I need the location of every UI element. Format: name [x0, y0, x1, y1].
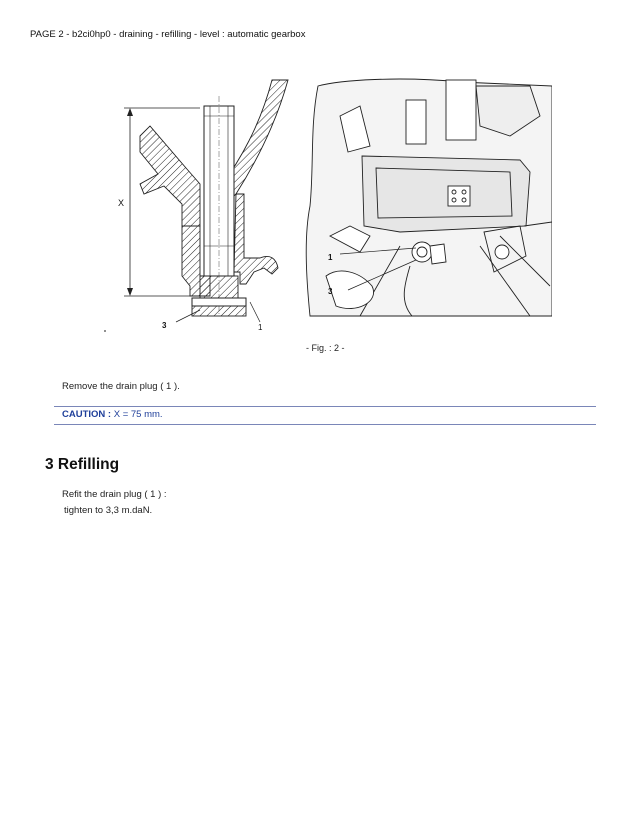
label-1-left: 1: [258, 323, 263, 332]
caution-box: [62, 409, 163, 420]
refilling-step-2: tighten to 3,3 m.daN.: [64, 505, 153, 516]
section-title-refilling: 3 Refilling: [45, 456, 120, 473]
drain-plug-illustration: [100, 76, 552, 338]
refilling-step-1: Refit the drain plug ( 1 ) :: [62, 489, 167, 500]
figure-caption: - Fig. : 2 -: [306, 343, 345, 353]
caution-rule-bottom: [54, 424, 596, 425]
label-3-left: 3: [162, 321, 167, 330]
page-header: PAGE 2 - b2ci0hp0 - draining - refilling - level : automatic gearbox: [30, 29, 306, 40]
label-1-right: 1: [328, 253, 333, 262]
caution-text: X = 75 mm.: [113, 409, 163, 420]
figure-2: [100, 76, 552, 338]
cross-section-drawing: [104, 80, 288, 331]
label-3-right: 3: [328, 287, 333, 296]
gearbox-drawing: [306, 79, 552, 316]
draining-instruction: Remove the drain plug ( 1 ).: [62, 381, 180, 392]
caution-rule-top: [54, 406, 596, 407]
caution-label: CAUTION :: [62, 409, 112, 420]
label-x: X: [118, 198, 125, 208]
